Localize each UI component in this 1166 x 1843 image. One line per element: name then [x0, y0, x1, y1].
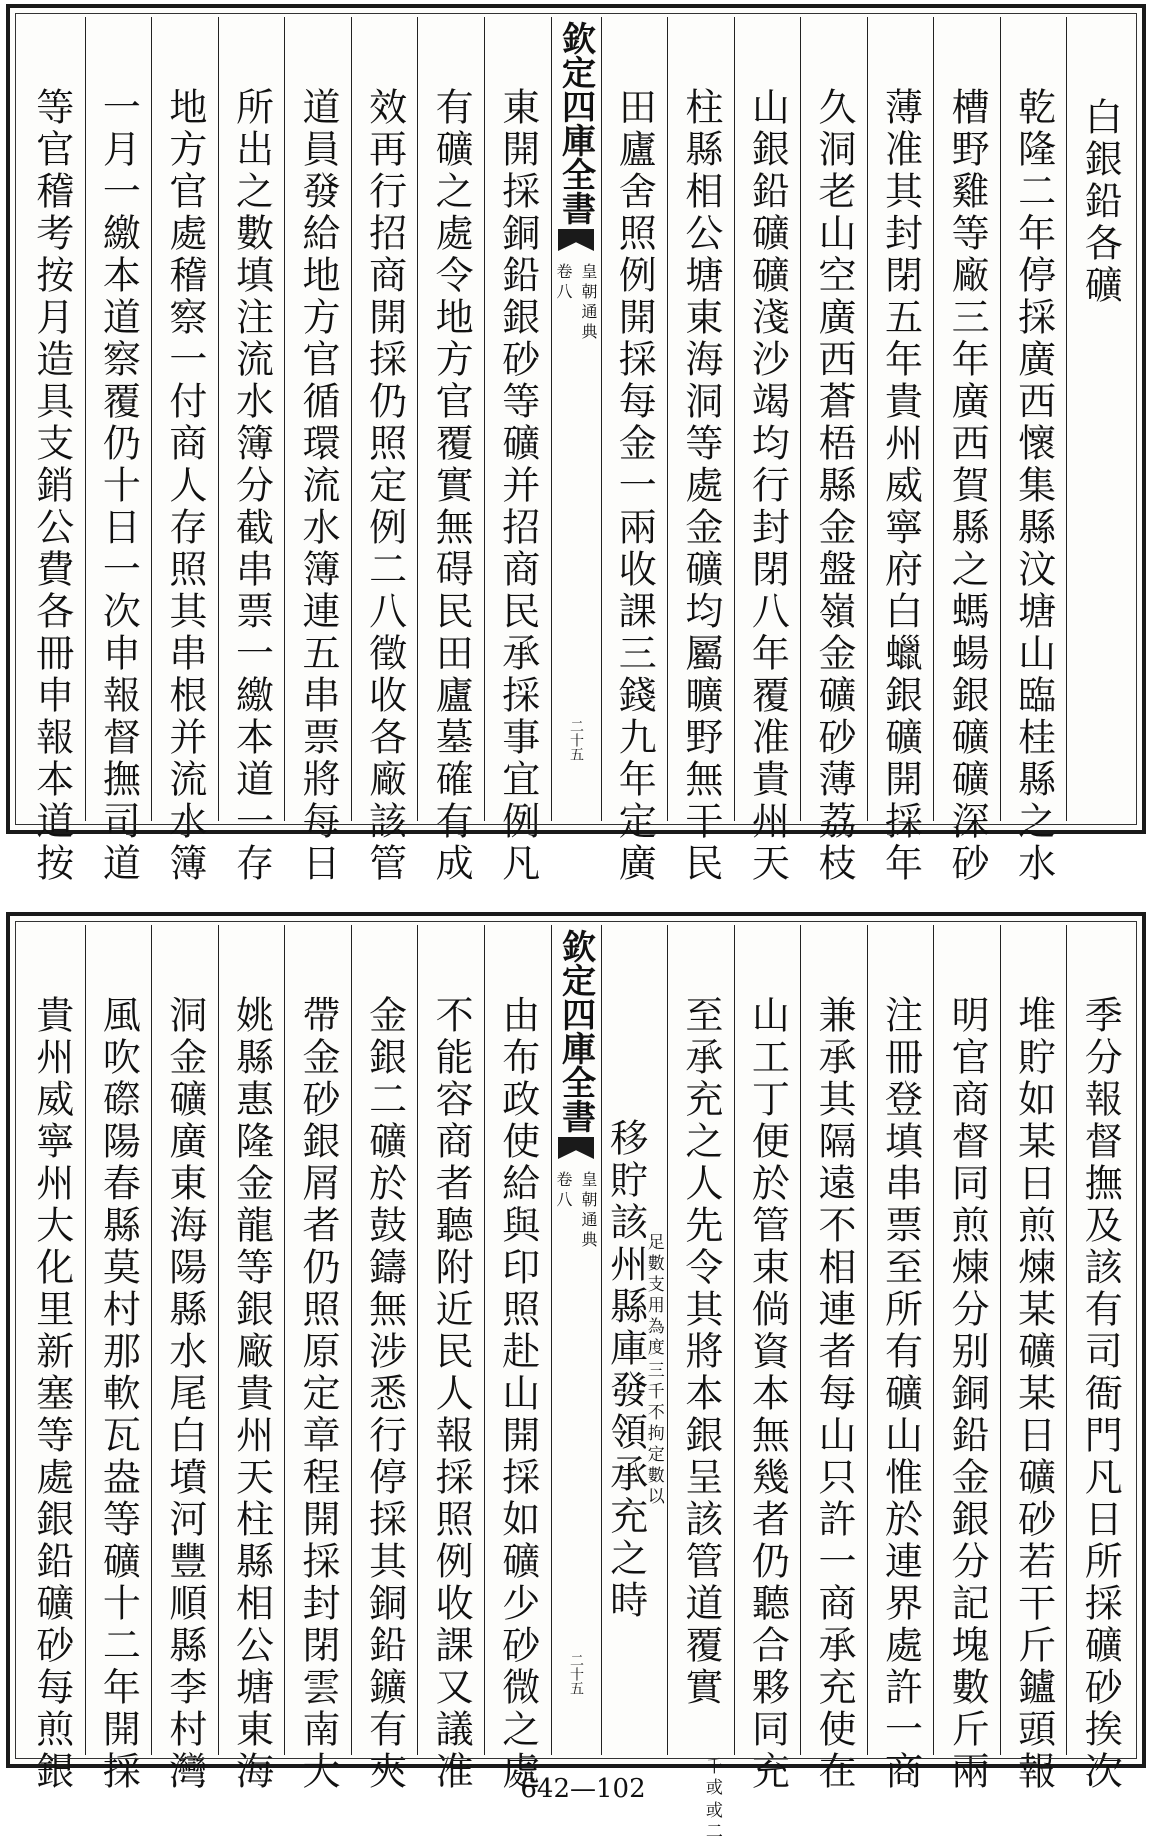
sub-title: 皇朝通典 [579, 263, 598, 343]
column-text: 一月一繳本道察覆仍十日一次申報督撫司道 [96, 87, 141, 885]
page-number-footer: 642—102 [520, 1774, 646, 1804]
book-title: 欽定四庫全書 [555, 929, 596, 1133]
text-column [218, 17, 285, 885]
column-text: 久洞老山空廣西蒼梧縣金盤嶺金礦砂薄荔枝 [811, 87, 856, 885]
column-text: 等官稽考按月造具支銷公費各冊申報本道按 [29, 87, 74, 885]
note-line: 三千不拘定數以 [643, 1360, 664, 1508]
text-column [601, 925, 668, 1755]
column-text: 洞金礦廣東海陽縣水尾白墳河豐順縣李村灣 [162, 995, 207, 1793]
center-subtitle [552, 263, 600, 343]
note-line: 或二 [701, 1801, 722, 1843]
note-line: 千或 [701, 1757, 722, 1799]
text-column [867, 17, 934, 885]
folio-number: 二十五 [568, 1653, 584, 1695]
text-column [284, 925, 351, 1793]
column-text: 效再行招商開採仍照定例二八徵收各廠該管 [362, 87, 407, 885]
column-text: 金銀二礦於鼓鑄無涉悉行停採其銅鉛鑛有夾 [362, 995, 407, 1793]
text-column [800, 17, 867, 885]
column-text: 注冊登填串票至所有礦山惟於連界處許一商 [878, 995, 923, 1793]
column-text-with-note [603, 925, 664, 1755]
text-column [734, 925, 801, 1793]
column-text: 堆貯如某日煎煉某礦某日礦砂若干斤鑪頭報 [1011, 995, 1056, 1793]
text-column [85, 925, 152, 1793]
center-margin [551, 17, 601, 821]
text-column [484, 17, 551, 885]
text-column [867, 925, 934, 1793]
text-column [19, 925, 85, 1793]
column-text-with-note [678, 925, 723, 1843]
center-subtitle [552, 1171, 600, 1251]
column-text: 山工丁便於管束倘資本無幾者仍聽合夥同充 [745, 995, 790, 1793]
column-text: 乾隆二年停採廣西懷集縣汶塘山臨桂縣之水 [1011, 87, 1056, 885]
text-column [151, 925, 218, 1793]
top-columns [19, 17, 1133, 885]
text-column [484, 925, 551, 1793]
book-title: 欽定四庫全書 [555, 21, 596, 225]
column-text: 柱縣相公塘東海洞等處金礦均屬曠野無干民 [678, 87, 723, 885]
text-column [151, 17, 218, 885]
text-column [19, 17, 85, 885]
text-column [1000, 925, 1067, 1793]
text-column [933, 17, 1000, 885]
top-page [6, 4, 1146, 885]
column-text: 帶金砂銀屑者仍照原定章程開採封閉雲南大 [296, 995, 341, 1793]
column-text: 田廬舍照例開採每金一兩收課三錢九年定廣 [612, 87, 657, 885]
text-column [284, 17, 351, 885]
column-text: 地方官處稽察一付商人存照其串根并流水簿 [162, 87, 207, 885]
column-text: 兼承其隔遠不相連者每山只許一商承充使在 [811, 995, 856, 1793]
text-column [351, 925, 418, 1793]
fishtail-mark-icon [558, 229, 594, 251]
column-text: 移貯該州縣庫發領承充之時 [603, 1118, 648, 1622]
text-column [1000, 17, 1067, 885]
column-text: 風吹磜陽春縣莫村那軟瓦盎等礦十二年開採 [96, 995, 141, 1793]
note-line: 足數支用為度 [643, 1232, 664, 1359]
column-text: 山銀鉛礦礦淺沙竭均行封閉八年覆准貴州天 [745, 87, 790, 885]
center-margin [551, 925, 601, 1755]
column-text: 東開採銅鉛銀砂等礦并招商民承採事宜例凡 [495, 87, 540, 885]
column-text: 由布政使給與印照赴山開採如礦少砂微之處 [495, 995, 540, 1793]
column-text: 姚縣惠隆金龍等銀廠貴州天柱縣相公塘東海 [229, 995, 274, 1793]
column-text: 貴州威寧州大化里新塞等處銀鉛礦砂每煎銀 [29, 995, 74, 1793]
column-text: 不能容商者聽附近民人報採照例收課又議准 [429, 995, 474, 1793]
fishtail-mark-icon [558, 1137, 594, 1159]
column-text: 所出之數填注流水簿分截串票一繳本道一存 [229, 87, 274, 885]
column-text: 白銀鉛各礦 [1078, 97, 1123, 307]
sub-title: 皇朝通典 [579, 1171, 598, 1251]
column-text: 明官商督同煎煉分别銅鉛金銀分記塊數斤兩 [945, 995, 990, 1793]
column-text: 道員發給地方官循環流水簿連五串票將每日 [296, 87, 341, 885]
text-column [351, 17, 418, 885]
text-column [734, 17, 801, 885]
text-column [933, 925, 1000, 1793]
text-column [417, 17, 484, 885]
column-text: 至承充之人先令其將本銀呈該管道覆實 [678, 995, 723, 1709]
text-column [800, 925, 867, 1793]
text-column [417, 925, 484, 1793]
text-column [85, 17, 152, 885]
text-column [218, 925, 285, 1793]
folio-number: 二十五 [568, 719, 584, 761]
text-column [1066, 925, 1133, 1793]
column-text: 季分報督撫及該有司衙門凡日所採礦砂挨次 [1078, 995, 1123, 1793]
column-text: 薄准其封閉五年貴州威寧府白蠟銀礦開採年 [878, 87, 923, 885]
volume-label: 卷八 [554, 1171, 573, 1211]
text-column [601, 17, 668, 885]
text-column [1066, 17, 1133, 821]
text-column [667, 17, 734, 885]
column-text: 有礦之處令地方官覆實無碍民田廬墓確有成 [429, 87, 474, 885]
column-text: 槽野雞等廠三年廣西賀縣之螞蝪銀礦礦深砂 [945, 87, 990, 885]
text-column [667, 925, 734, 1843]
volume-label: 卷八 [554, 263, 573, 303]
